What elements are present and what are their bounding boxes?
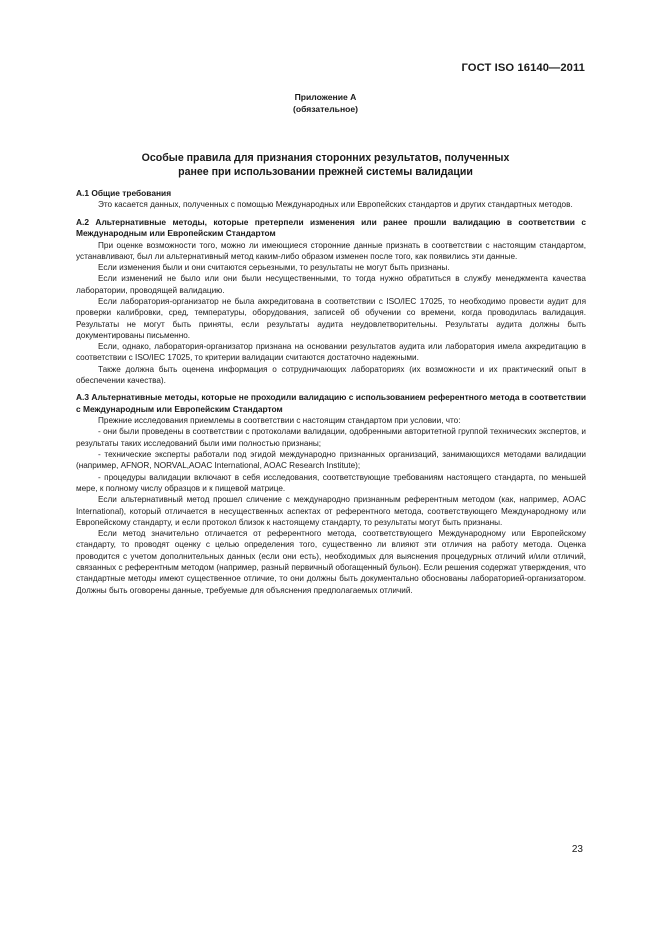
page-title-line-1: Особые правила для признания сторонних результатов, полученных xyxy=(141,152,510,164)
section-a3-list-item: - они были проведены в соответствии с протоколами валидации, одобренными авторитетной группой технических экспертов, и результаты таких исследований были ими полностью признаны; xyxy=(76,427,586,448)
section-a3-list-item: - процедуры валидации включают в себя исследования, соответствующие требованиям настоящего стандарта, по меньшей мере, к полному числу образцов и к пищевой матрице. xyxy=(76,472,586,493)
section-a2-paragraph: Если изменения были и они считаются серьезными, то результаты не могут быть признаны. xyxy=(98,263,450,273)
document-body xyxy=(76,188,586,596)
section-a2-paragraph: Также должна быть оценена информация о сотрудничающих лабораториях (их возможности и их практический опыт в обеспечении качества). xyxy=(76,364,586,386)
section-a2-heading: А.2 Альтернативные методы, которые претерпели изменения или ранее прошли валидацию в соответствии с Международным или Европейским Стандартом xyxy=(76,216,586,239)
section-a3-paragraph: Если метод значительно отличается от референтного метода, соответствующего Международному или Европейскому стандарту, то проводят оценку с целью определения того, существенно ли влияют эти отличия на работу метода. Оценка проводится с учетом дополнительных данных (если они есть), необходимых для выяснения процедурных отличий и/или отличий, связанных с референтным методом (например, разный первичный обогащенный бульон). Если решения содержат утверждения, что стандартные методы имеют существенное отличие, то они должны быть документально обоснованы лабораторией-организатором. Должны быть оговорены данные, требуемые для объяснения предполагаемых отличий. xyxy=(76,529,586,595)
section-a3-heading: А.3 Альтернативные методы, которые не проходили валидацию с использованием референтного метода в соответствии с Международным или Европейским Стандартом xyxy=(76,392,586,414)
page-title xyxy=(0,151,661,179)
annex-heading xyxy=(0,91,661,115)
section-a3-paragraph: Если альтернативный метод прошел сличение с международно признанным референтным методом (как, например, AOAC International), который отличается в несущественных аспектах от референтного метода, соответствующего Международному или Европейскому стандарту, и если протокол близок к настоящему стандарту, то результаты могут быть признаны. xyxy=(76,495,586,527)
section-a1-heading: А.1 Общие требования xyxy=(76,188,172,198)
page-title-line-2: ранее при использовании прежней системы валидации xyxy=(178,166,473,178)
section-a2-paragraph: Если, однако, лаборатория-организатор признана на основании результатов аудита или лаборатория имела аккредитацию в соответствии с ISO/IEC 17025, то критерии валидации считаются достаточно надежными. xyxy=(76,342,586,363)
section-a3-paragraph: Прежние исследования приемлемы в соответствии с настоящим стандартом при условии, что: xyxy=(98,416,461,426)
section-a3-list-item: - технические эксперты работали под эгидой международно признанных организаций, занимающихся методами валидации (например, AFNOR, NORVAL,AOAC International, AOAC Research Institute); xyxy=(76,450,586,471)
annex-status: (обязательное) xyxy=(292,104,359,114)
document-code: ГОСТ ISO 16140—2011 xyxy=(461,62,585,74)
annex-title: Приложение А xyxy=(294,92,357,102)
section-a2-paragraph: При оценке возможности того, можно ли имеющиеся сторонние данные признать в соответствии с настоящим стандартом, устанавливают, был ли альтернативный метод каким-либо образом изменен после того, как появились эти данные. xyxy=(76,240,586,261)
page-number: 23 xyxy=(571,844,583,855)
section-a2-paragraph: Если лаборатория-организатор не была аккредитована в соответствии с ISO/IEC 17025, то необходимо провести аудит для проверки калибровки, сред, температуры, оборудования, записей об обучении со времени, когда проводилась валидация. Результаты не могут быть приняты, если результаты аудита неудовлетворительны. Результаты аудита должны быть документированы письменно. xyxy=(76,297,586,340)
section-a1-paragraph: Это касается данных, полученных с помощью Международных или Европейских стандартов и других стандартных методов. xyxy=(98,200,573,210)
section-a2-paragraph: Если изменений не было или они были несущественными, то тогда нужно обратиться в службу менеджмента качества лаборатории, проводящей валидацию. xyxy=(76,274,586,295)
